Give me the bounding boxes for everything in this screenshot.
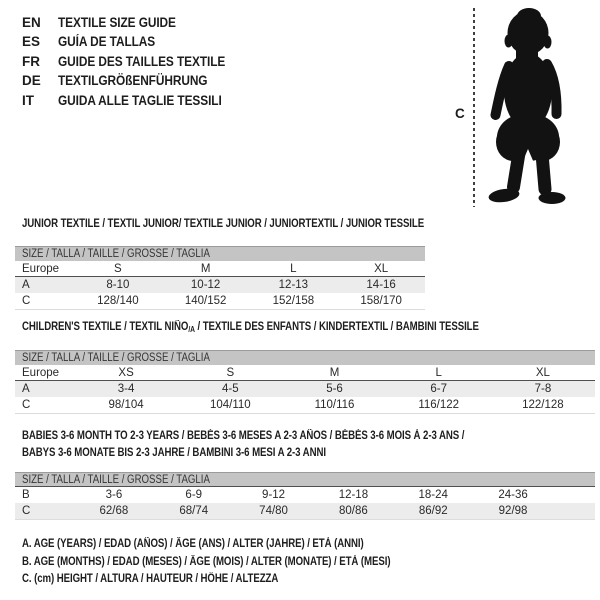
language-label: GUÍA DE TALLAS [58,34,156,50]
title-text: / TEXTILE DES ENFANTS / KINDERTEXTIL / BAMBINI TESSILE [194,321,479,333]
language-row-en [22,13,248,32]
value-cell: 3-6 [105,489,123,501]
language-label: TEXTILE SIZE GUIDE [58,15,176,30]
language-label: GUIDE DES TAILLES TEXTILE [58,53,226,69]
value-cell: 122/128 [522,399,564,411]
value-cell: 18-24 [418,489,448,501]
value-cell: 12-13 [278,279,309,291]
value-cell: 92/98 [498,505,528,517]
size-header-label: SIZE / TALLA / TAILLE / GRÖSSE / TAGLIA [22,248,210,260]
baby-silhouette-shape [488,8,566,204]
value-cell: 128/140 [97,295,139,307]
language-code: IT [22,92,34,108]
junior-textile-table [15,246,425,310]
measurement-legend [22,536,461,589]
size-cell: S [226,367,235,379]
value-cell: 6-7 [430,383,448,395]
language-row-es [22,32,248,51]
language-code: EN [22,15,41,30]
title-subscript: /A [188,325,195,334]
language-label: TEXTILGRÖßENFÜHRUNG [58,73,208,89]
row-label: B [22,489,30,501]
language-code: DE [22,73,41,89]
value-cell: 104/110 [209,399,251,411]
value-cell: 68/74 [179,505,209,517]
value-cell: 140/152 [184,295,227,307]
table-row-age [15,277,425,293]
title-line-2: BABYS 3-6 MONATE BIS 2-3 JAHRE / BAMBINI 3-6 MESI A 2-3 ANNI [22,447,326,459]
value-cell: 6-9 [185,489,203,501]
size-cell: XL [535,367,550,379]
value-cell: 98/104 [108,399,144,411]
table-row-months [15,487,595,503]
height-measure-label: C [455,106,465,121]
children-textile-title [22,320,479,337]
size-header-label: SIZE / TALLA / TAILLE / GRÖSSE / TAGLIA [22,474,210,486]
size-header-bar [15,246,425,261]
legend-line-c: C. (cm) HEIGHT / ALTURA / HAUTEUR / HÖHE / ALTEZZA [22,573,279,585]
value-cell: 12-18 [338,489,369,501]
value-cell: 74/80 [259,505,288,517]
children-textile-table [15,350,595,414]
language-list [22,13,248,110]
table-row-height [15,397,595,413]
size-header-bar [15,350,595,365]
row-label: A [22,279,30,291]
table-row-age [15,381,595,397]
value-cell: 14-16 [366,279,396,291]
value-cell: 10-12 [190,279,221,291]
size-header-bar [15,472,595,487]
table-row-europe [15,365,595,381]
legend-line-b: B. AGE (MONTHS) / EDAD (MESES) / ÂGE (MOIS) / ALTER (MONATE) / ETÀ (MESI) [22,555,391,568]
language-row-fr [22,52,248,71]
babies-textile-title [22,428,464,462]
size-cell: XL [374,263,389,275]
size-cell: L [435,367,442,379]
value-cell: 9-12 [262,489,286,501]
size-header-label: SIZE / TALLA / TAILLE / GRÖSSE / TAGLIA [22,352,210,364]
row-label: C [22,505,31,517]
junior-textile-title: JUNIOR TEXTILE / TEXTIL JUNIOR/ TEXTILE JUNIOR / JUNIORTEXTIL / JUNIOR TESSILE [22,218,425,230]
size-cell: S [114,263,122,275]
legend-line-a: A. AGE (YEARS) / EDAD (AÑOS) / ÂGE (ANS) / ALTER (JAHRE) / ETÀ (ANNI) [22,538,364,550]
row-label: C [22,399,31,411]
size-cell: M [329,367,340,379]
title-line-1: BABIES 3-6 MONTH TO 2-3 YEARS / BEBÉS 3-6 MESES A 2-3 AÑOS / BÉBÉS 3-6 MOIS À 2-3 ANS / [22,430,465,442]
value-cell: 4-5 [221,383,239,395]
language-code: FR [22,53,40,69]
row-label: A [22,383,30,395]
value-cell: 80/86 [339,505,368,517]
value-cell: 5-6 [326,383,343,395]
value-cell: 7-8 [534,383,552,395]
value-cell: 3-4 [117,383,135,395]
table-row-height [15,293,425,309]
value-cell: 116/122 [418,399,460,411]
value-cell: 24-36 [498,489,528,501]
size-cell: XS [118,367,134,379]
row-label: C [22,295,31,307]
size-cell: M [200,263,211,275]
value-cell: 152/158 [272,295,315,307]
table-row-height [15,503,595,519]
value-cell: 158/170 [360,295,402,307]
row-label: Europe [22,263,60,275]
language-label: GUIDA ALLE TAGLIE TESSILI [58,92,222,108]
value-cell: 110/116 [314,399,355,411]
babies-textile-table [15,472,595,520]
value-cell: 86/92 [418,505,448,517]
row-label: Europe [22,367,60,379]
height-measure-dotted-line [473,8,475,207]
table-row-europe [15,261,425,277]
size-cell: L [290,263,297,275]
value-cell: 8-10 [106,279,130,291]
value-cell: 62/68 [99,505,129,517]
title-text: CHILDREN'S TEXTILE / TEXTIL NIÑO [22,321,189,333]
language-row-de [22,71,248,90]
baby-silhouette [483,3,578,208]
language-row-it [22,91,248,110]
language-code: ES [22,34,41,50]
